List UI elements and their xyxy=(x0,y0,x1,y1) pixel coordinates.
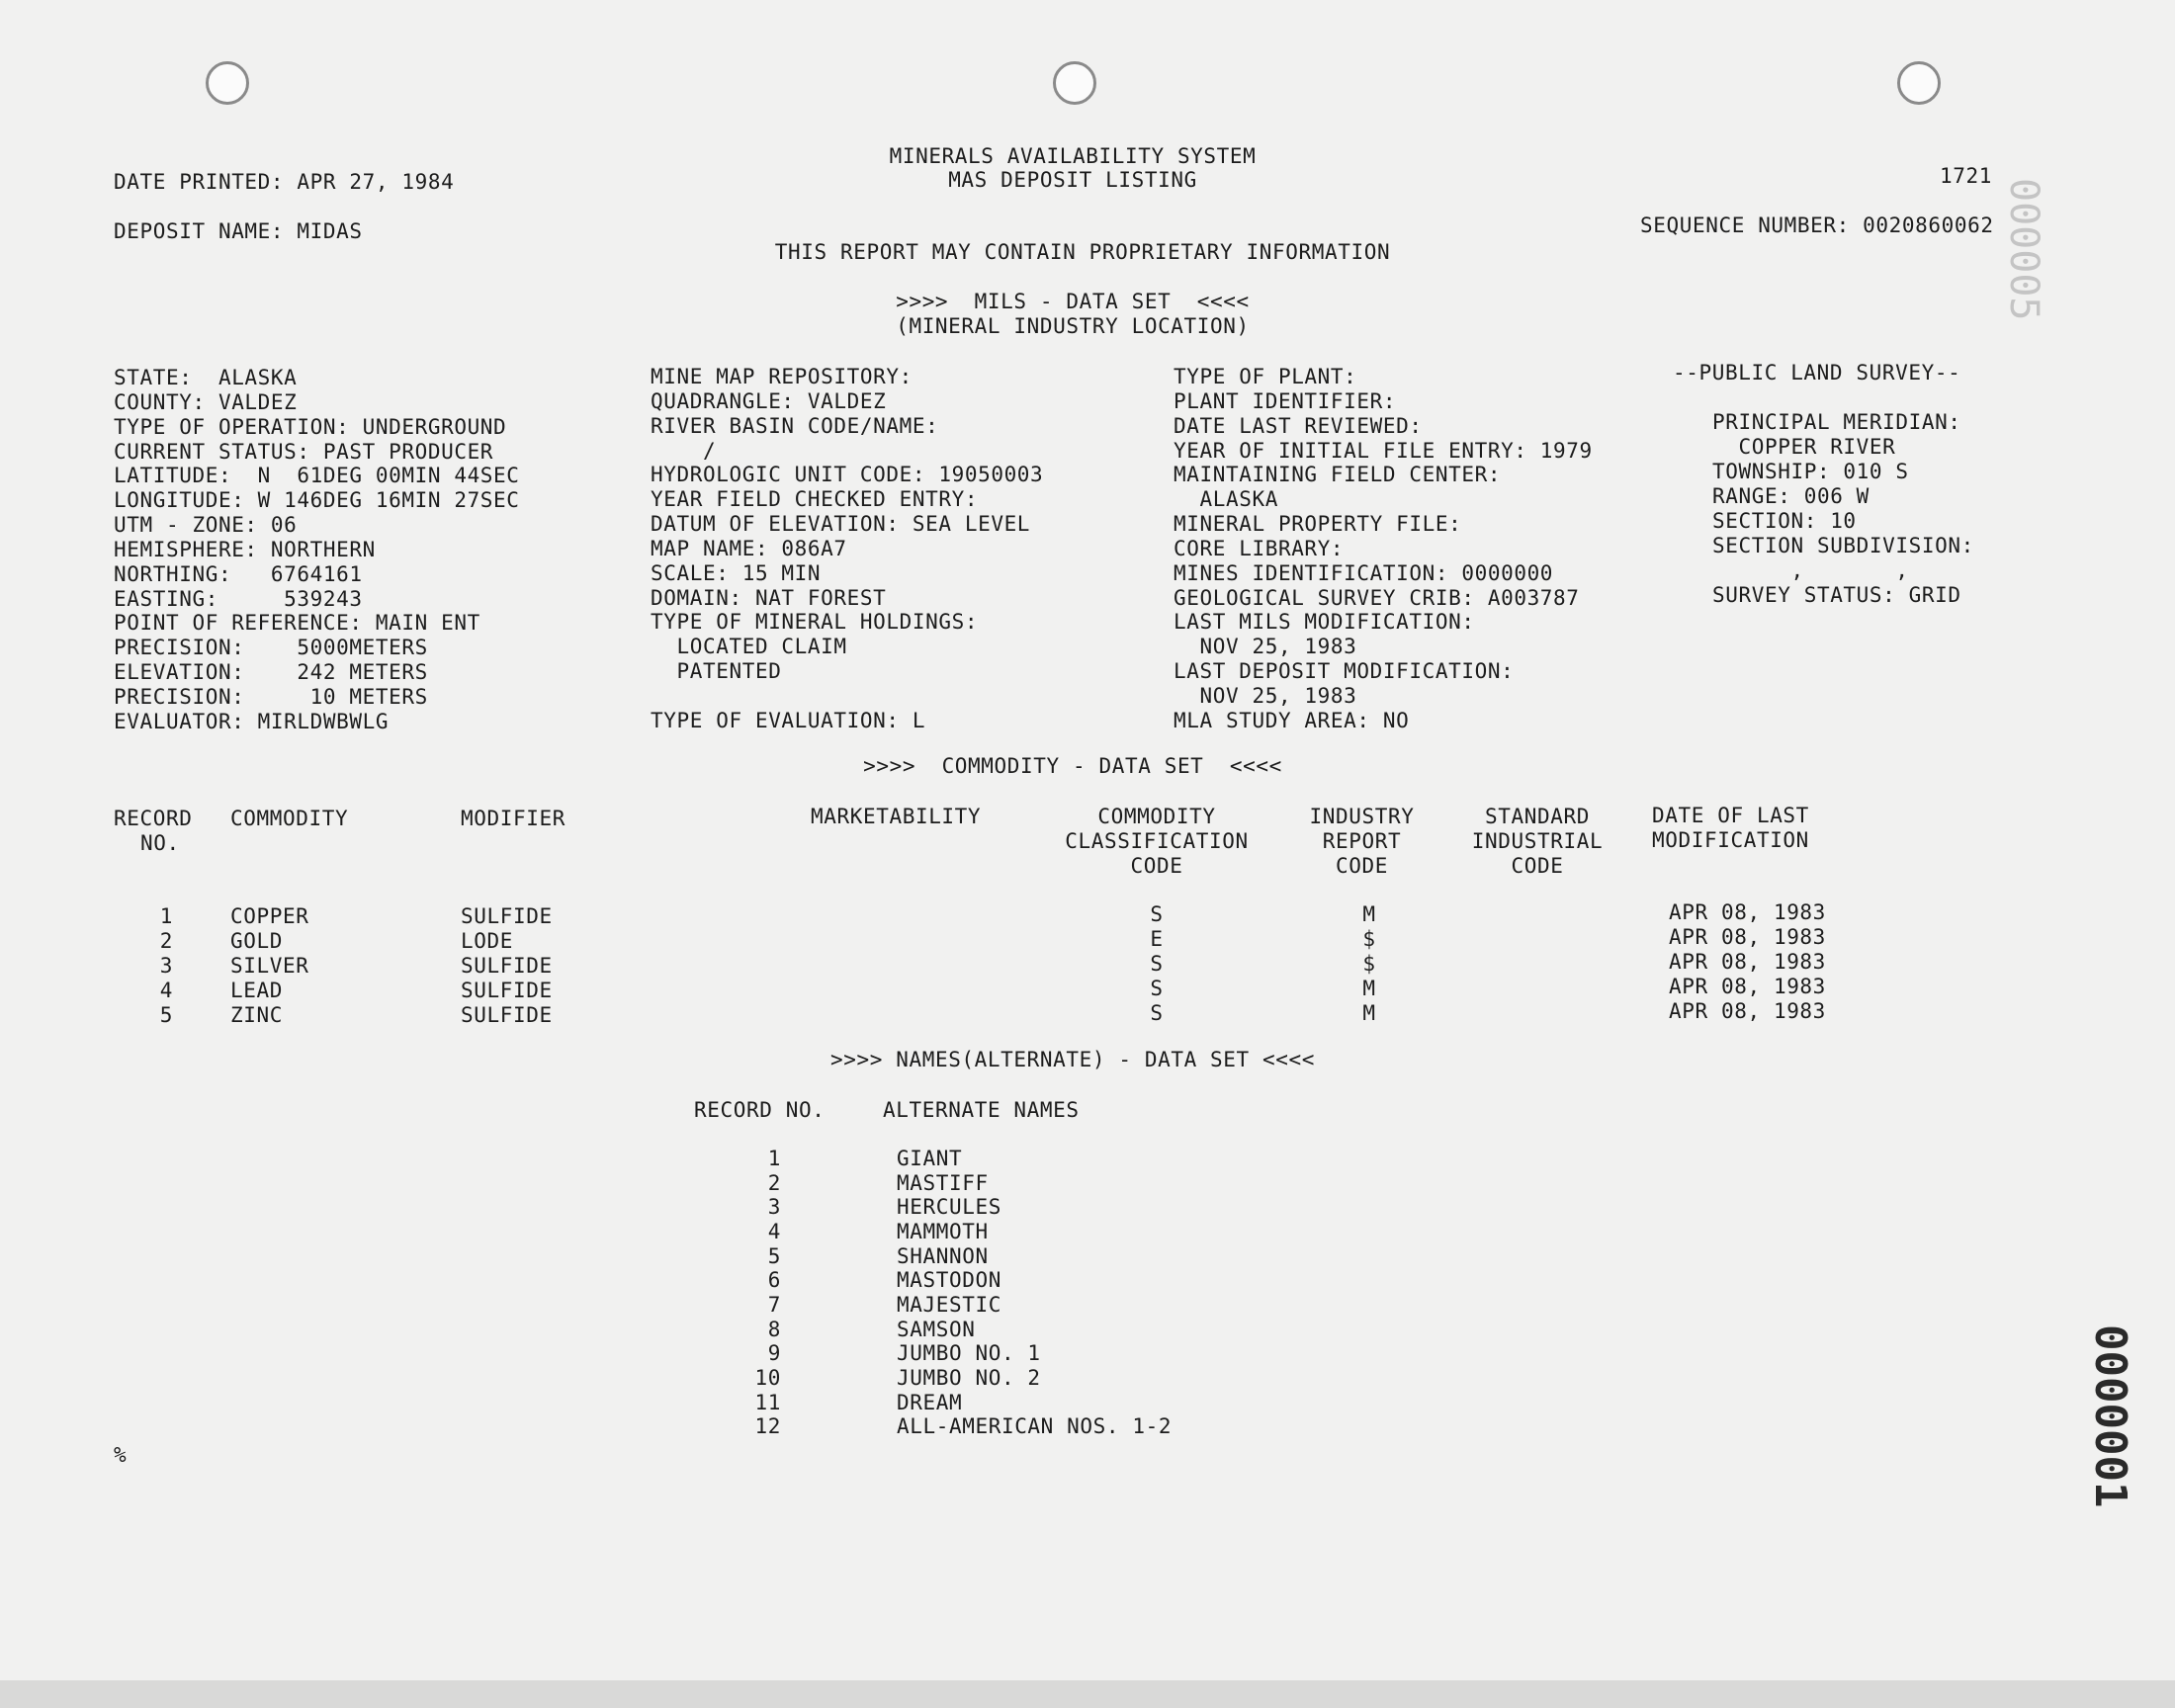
cell-record: 5 xyxy=(159,1003,173,1027)
listing-title: MAS DEPOSIT LISTING xyxy=(948,168,1197,192)
name-no: 3 xyxy=(767,1195,781,1219)
name-no: 8 xyxy=(767,1318,781,1341)
survey-line: SURVEY STATUS: GRID xyxy=(1712,583,1961,607)
date-printed: DATE PRINTED: APR 27, 1984 xyxy=(114,170,455,194)
col-classification-3: CODE xyxy=(1130,854,1183,878)
cell-industry: $ xyxy=(1362,952,1376,976)
location-line: EVALUATOR: MIRLDWBWLG xyxy=(114,710,390,733)
col-industry-3: CODE xyxy=(1336,854,1388,878)
location-line: LONGITUDE: W 146DEG 16MIN 27SEC xyxy=(114,488,520,512)
col-modifier: MODIFIER xyxy=(461,807,566,830)
name-no: 2 xyxy=(767,1171,781,1195)
survey-line: SECTION: 10 xyxy=(1712,509,1857,533)
cell-industry: M xyxy=(1362,1001,1376,1025)
location-line: TYPE OF OPERATION: UNDERGROUND xyxy=(114,415,507,439)
name-value: HERCULES xyxy=(897,1195,1001,1219)
sequence-number: SEQUENCE NUMBER: 0020860062 xyxy=(1640,214,1994,237)
location-line: PRECISION: 10 METERS xyxy=(114,685,428,709)
mils-section-subtitle: (MINERAL INDUSTRY LOCATION) xyxy=(896,314,1250,338)
plant-line: PLANT IDENTIFIER: xyxy=(1174,389,1397,413)
plant-line: ALASKA xyxy=(1174,487,1278,511)
cell-date: APR 08, 1983 xyxy=(1669,900,1826,924)
location-line: ELEVATION: 242 METERS xyxy=(114,660,428,684)
survey-line: , , xyxy=(1712,558,1909,582)
location-line: STATE: ALASKA xyxy=(114,366,298,389)
end-marker: % xyxy=(114,1443,128,1467)
col-record-no-2: NO. xyxy=(140,831,180,855)
names-section-title: >>>> NAMES(ALTERNATE) - DATA SET <<<< xyxy=(830,1048,1315,1071)
plant-line: GEOLOGICAL SURVEY CRIB: A003787 xyxy=(1174,586,1580,610)
cell-industry: M xyxy=(1362,977,1376,1000)
cell-record: 2 xyxy=(159,929,173,953)
cell-date: APR 08, 1983 xyxy=(1669,925,1826,949)
cell-commodity: SILVER xyxy=(230,954,309,978)
cell-classification: S xyxy=(1150,902,1164,926)
cell-record: 1 xyxy=(159,904,173,928)
col-classification-1: COMMODITY xyxy=(1097,805,1216,828)
map-line: QUADRANGLE: VALDEZ xyxy=(651,389,887,413)
name-no: 12 xyxy=(754,1414,781,1438)
plant-line: NOV 25, 1983 xyxy=(1174,635,1357,658)
cell-commodity: COPPER xyxy=(230,904,309,928)
location-line: LATITUDE: N 61DEG 00MIN 44SEC xyxy=(114,464,520,487)
cell-record: 4 xyxy=(159,979,173,1002)
cell-modifier: SULFIDE xyxy=(461,979,553,1002)
name-value: JUMBO NO. 2 xyxy=(897,1366,1041,1390)
page-bottom-edge xyxy=(0,1680,2175,1708)
commodity-section-title: >>>> COMMODITY - DATA SET <<<< xyxy=(863,754,1282,778)
col-standard-3: CODE xyxy=(1511,854,1564,878)
map-line: YEAR FIELD CHECKED ENTRY: xyxy=(651,487,979,511)
cell-industry: $ xyxy=(1362,927,1376,951)
map-line: RIVER BASIN CODE/NAME: xyxy=(651,414,939,438)
system-title: MINERALS AVAILABILITY SYSTEM xyxy=(889,144,1257,168)
plant-line: TYPE OF PLANT: xyxy=(1174,365,1357,388)
proprietary-notice: THIS REPORT MAY CONTAIN PROPRIETARY INFORMATION xyxy=(774,240,1391,264)
cell-commodity: ZINC xyxy=(230,1003,283,1027)
map-line: DOMAIN: NAT FOREST xyxy=(651,586,887,610)
col-standard-1: STANDARD xyxy=(1485,805,1590,828)
name-value: JUMBO NO. 1 xyxy=(897,1341,1041,1365)
survey-line: PRINCIPAL MERIDIAN: xyxy=(1712,410,1961,434)
location-line: POINT OF REFERENCE: MAIN ENT xyxy=(114,611,480,635)
plant-line: YEAR OF INITIAL FILE ENTRY: 1979 xyxy=(1174,439,1593,463)
deposit-name: DEPOSIT NAME: MIDAS xyxy=(114,219,363,243)
plant-line: LAST MILS MODIFICATION: xyxy=(1174,610,1475,634)
cell-classification: S xyxy=(1150,952,1164,976)
plant-line: MAINTAINING FIELD CENTER: xyxy=(1174,463,1502,486)
name-no: 5 xyxy=(767,1244,781,1268)
name-value: MAMMOTH xyxy=(897,1220,989,1243)
punch-hole-center xyxy=(1053,61,1096,105)
cell-classification: S xyxy=(1150,1001,1164,1025)
survey-line: SECTION SUBDIVISION: xyxy=(1712,534,1974,557)
cell-classification: S xyxy=(1150,977,1164,1000)
survey-line: TOWNSHIP: 010 S xyxy=(1712,460,1909,483)
col-classification-2: CLASSIFICATION xyxy=(1065,829,1249,853)
cell-record: 3 xyxy=(159,954,173,978)
name-no: 10 xyxy=(754,1366,781,1390)
name-value: SHANNON xyxy=(897,1244,989,1268)
name-value: SAMSON xyxy=(897,1318,976,1341)
survey-line: --PUBLIC LAND SURVEY-- xyxy=(1673,361,1961,384)
cell-date: APR 08, 1983 xyxy=(1669,950,1826,974)
col-industry-2: REPORT xyxy=(1322,829,1402,853)
name-value: GIANT xyxy=(897,1147,963,1170)
cell-date: APR 08, 1983 xyxy=(1669,975,1826,998)
col-industry-1: INDUSTRY xyxy=(1309,805,1415,828)
punch-hole-left xyxy=(206,61,249,105)
punch-hole-right xyxy=(1897,61,1941,105)
plant-line: CORE LIBRARY: xyxy=(1174,537,1345,560)
cell-modifier: SULFIDE xyxy=(461,904,553,928)
page-number: 1721 xyxy=(1940,164,1992,188)
name-no: 1 xyxy=(767,1147,781,1170)
cell-modifier: SULFIDE xyxy=(461,954,553,978)
col-marketability: MARKETABILITY xyxy=(811,805,982,828)
cell-modifier: LODE xyxy=(461,929,513,953)
name-no: 7 xyxy=(767,1293,781,1317)
cell-commodity: GOLD xyxy=(230,929,283,953)
map-line: HYDROLOGIC UNIT CODE: 19050003 xyxy=(651,463,1044,486)
map-line: MINE MAP REPOSITORY: xyxy=(651,365,913,388)
map-line: MAP NAME: 086A7 xyxy=(651,537,847,560)
stamp-bottom-right: 0000001 xyxy=(2085,1324,2135,1508)
location-line: NORTHING: 6764161 xyxy=(114,562,363,586)
cell-modifier: SULFIDE xyxy=(461,1003,553,1027)
col-date-1: DATE OF LAST xyxy=(1652,804,1809,827)
location-line: PRECISION: 5000METERS xyxy=(114,636,428,659)
name-value: ALL-AMERICAN NOS. 1-2 xyxy=(897,1414,1173,1438)
map-line: LOCATED CLAIM xyxy=(651,635,847,658)
map-line: TYPE OF MINERAL HOLDINGS: xyxy=(651,610,979,634)
name-no: 4 xyxy=(767,1220,781,1243)
location-line: UTM - ZONE: 06 xyxy=(114,513,298,537)
plant-line: MINES IDENTIFICATION: 0000000 xyxy=(1174,561,1554,585)
name-no: 6 xyxy=(767,1268,781,1292)
name-no: 11 xyxy=(754,1391,781,1414)
col-commodity: COMMODITY xyxy=(230,807,349,830)
col-record-no: RECORD xyxy=(114,807,193,830)
plant-line: MINERAL PROPERTY FILE: xyxy=(1174,512,1462,536)
location-line: EASTING: 539243 xyxy=(114,587,363,611)
col-names-record-no: RECORD NO. xyxy=(694,1098,826,1122)
col-standard-2: INDUSTRIAL xyxy=(1471,829,1604,853)
name-value: MASTODON xyxy=(897,1268,1001,1292)
map-line: DATUM OF ELEVATION: SEA LEVEL xyxy=(651,512,1031,536)
name-value: MAJESTIC xyxy=(897,1293,1001,1317)
name-no: 9 xyxy=(767,1341,781,1365)
location-line: COUNTY: VALDEZ xyxy=(114,390,298,414)
survey-line: RANGE: 006 W xyxy=(1712,484,1870,508)
plant-line: NOV 25, 1983 xyxy=(1174,684,1357,708)
map-line: SCALE: 15 MIN xyxy=(651,561,822,585)
name-value: MASTIFF xyxy=(897,1171,989,1195)
cell-industry: M xyxy=(1362,902,1376,926)
mils-section-title: >>>> MILS - DATA SET <<<< xyxy=(896,290,1250,313)
cell-commodity: LEAD xyxy=(230,979,283,1002)
name-value: DREAM xyxy=(897,1391,963,1414)
col-date-2: MODIFICATION xyxy=(1652,828,1809,852)
survey-line: COPPER RIVER xyxy=(1712,435,1896,459)
cell-date: APR 08, 1983 xyxy=(1669,999,1826,1023)
col-alternate-names: ALTERNATE NAMES xyxy=(883,1098,1080,1122)
location-line: CURRENT STATUS: PAST PRODUCER xyxy=(114,440,494,464)
map-line: PATENTED xyxy=(651,659,782,683)
location-line: HEMISPHERE: NORTHERN xyxy=(114,538,376,561)
map-line: TYPE OF EVALUATION: L xyxy=(651,709,926,732)
stamp-top-right: 000005 xyxy=(2001,178,2046,321)
plant-line: LAST DEPOSIT MODIFICATION: xyxy=(1174,659,1515,683)
cell-classification: E xyxy=(1150,927,1164,951)
map-line: / xyxy=(651,439,717,463)
plant-line: MLA STUDY AREA: NO xyxy=(1174,709,1410,732)
plant-line: DATE LAST REVIEWED: xyxy=(1174,414,1423,438)
